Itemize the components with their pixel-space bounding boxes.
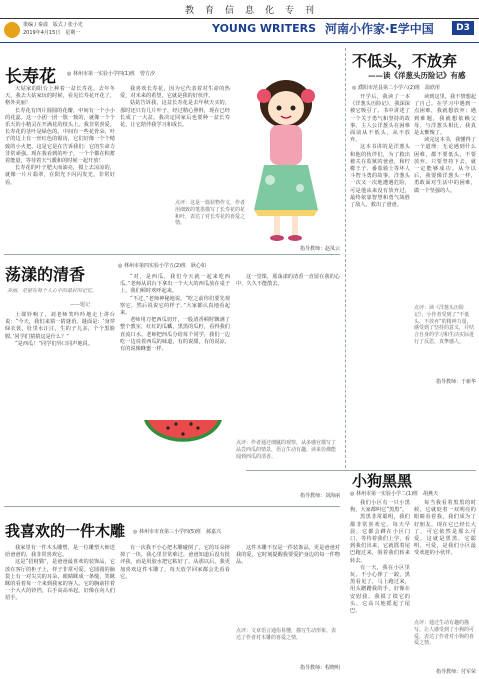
- article-title: 荡漾的清香: [5, 265, 86, 284]
- article-body: [236, 274, 340, 288]
- article-byline: ◎ 林州市第四实验小学五(2)班 耿心如: [118, 263, 207, 269]
- paragraph: 这一堂课，那荡漾的清香一直留在我的心中，久久不能散去。: [236, 274, 340, 288]
- paragraph: 这本书讲的是洋葱头和他的伙伴们，为了救出被关在监狱的爸爸，和柠檬王子、番茄骑士等坏人斗智斗勇的故事。洋葱头一次又一次地遭遇危险，可是他从来没有放弃过，最终依靠智慧和勇气战胜了敌人，救出了爸爸。: [350, 144, 410, 209]
- article-body: [5, 86, 115, 187]
- paragraph: 这是“招财猫”，是爸爸最喜欢的装饰品，它放在客厅的柜子上，样子非常可爱。它圆圆的脑袋上有一对尖尖的耳朵，眼睛眯成一条缝，笑眯眯的看着每一个来到我家的客人。它的胸前挂着一个大大的铃铛，右手高高举起，好像在向人们招手。: [5, 559, 115, 602]
- paragraph: 有一天，我在小区里玩，不小心摔了一跤，黑黑看见了，马上跑过来，用头蹭蹭我的手，好像在安慰我。我摸了摸它的头，它高兴地摇起了尾巴。: [350, 564, 410, 615]
- paragraph: 读到这里，我不禁想起了自己。在学习中遇到一点困难，我就想放弃；遇到难题，我就想依赖父母。与洋葱头相比，我真是太惭愧了。: [414, 94, 476, 137]
- paragraph: 长寿花有四片圆圆的花瓣，中间有一个小小的花蕊。这一小团一团一簇一簇的，就像一个个乐天的小精灵在开满花的枝头上。我非常喜爱。长寿花的茎叶是绿色的，中间有一些花骨朵，叶子的边上有一丝红色的锯齿，它们好像一个个精致的小火把，这是它是在告诉我们：它的生命力非常顽强。现在我看到的叶子，一个个都在积蓄着能量，等待着天气暖和的时候一起开放！: [5, 107, 115, 165]
- article-body: [350, 500, 410, 615]
- paragraph: 开学后，我读了一本《洋葱头历险记》，我深深被它吸引了。书中讲述了一个关于勇气和坚持的故事，主人公洋葱头在困难面前从不低头，从不放弃。: [350, 94, 410, 144]
- paragraph: 有一次我不小心把木雕碰倒了，它的耳朵摔掉了一块，我心里非常难过。爸爸知道后没有批评我，而是用胶水把它粘好了。从那以后，我更加喜欢这件木雕了，每天放学回家都会先看看它。: [120, 545, 230, 580]
- article-epigraph: 美丽，是留在每个人心中的最好的记忆。: [7, 288, 98, 294]
- article-teacher: 指导教师：于新华: [435, 379, 476, 385]
- section-divider: [4, 506, 340, 507]
- header-banner: 教 育 信 息 化 专 刊: [184, 6, 315, 16]
- paragraph: “不过，”老师神秘地说，“吃之前你们要先观察它，然后说说它的样子。”大家都认真地看起来。: [120, 295, 230, 317]
- paragraph: 我喜欢长寿花，因为它代表着对生命的热爱，对未来的希望，它就是我的好伙伴。: [120, 86, 230, 100]
- article-body: [5, 312, 115, 348]
- edition-line2: 2019年4月15日 星期一: [23, 30, 81, 36]
- series-title: YOUNG WRITERS: [212, 22, 317, 35]
- article-comment: 点评：通过生动有趣的描写，让人感受到了小狗的可爱，表达了作者对小狗的喜爱之情。: [414, 620, 475, 647]
- article-title: 我喜欢的一件木雕: [5, 522, 126, 540]
- article-byline: ◎ 林州市第一实验小学四(1)班 曾方汐: [67, 71, 156, 77]
- paragraph: 老师用刀把西瓜切开，一股清香顿时飘满了整个教室，红红的瓜瓤，黑黑的瓜籽，看得我们直流口水。老师把西瓜分给每个同学，我们一边吃一边说着西瓜的味道，有的说甜，有的说凉，有的说像蜂蜜一样。: [120, 317, 230, 353]
- edition-line1: 策编 / 秦溢 版式 / 张小光: [23, 22, 83, 28]
- paragraph: “是西瓜！”同学们异口同声地说。: [15, 340, 93, 347]
- section-divider: [4, 254, 340, 255]
- header-rule: [0, 42, 479, 43]
- article-teacher: 指导教师：赵凤云: [299, 246, 340, 252]
- article-body: [350, 94, 410, 209]
- article-title: 小狗黑黑: [352, 472, 413, 490]
- logo-icon: [4, 22, 20, 38]
- article-comment: 点评：读《洋葱头历险记》，小作者受到了“不低头、不放弃”的精神力量，感受到了坚持的意义，并结合自身的学习和生活实际进行了反思，真挚感人。: [414, 305, 475, 345]
- article-body: [120, 86, 230, 129]
- article-teacher: 指导教师：程晓明: [299, 665, 340, 671]
- article-subtitle: ——读《洋葱头历险记》有感: [368, 71, 466, 80]
- paragraph: “对，是西瓜，我们今天就一起来吃西瓜。”老师从讲台下拿出一个大大的西瓜放在桌子上，我们顿时欢呼起来。: [120, 274, 230, 295]
- paragraph: 大姑家的阳台上种着一盆长寿花。去年冬天，我去大姑家玩的时候，看见长寿花开花了，格外美丽！: [5, 86, 115, 107]
- article-comment: 点评：作者通过细腻的观察，从多感官描写了品尝西瓜的情景，语言生动有趣，读来仿佛能闻到西瓜的清香。: [236, 440, 337, 460]
- article-byline: ◎ 林州市市直第三小学四(5)班 郝嘉兴: [133, 529, 222, 535]
- article-teacher: 指导教师：刘海丽: [299, 493, 340, 499]
- watermelon-illustration: [138, 410, 228, 458]
- article-teacher: 指导教师：付军荣: [435, 669, 476, 675]
- paragraph: 我们小区有一只小黑狗，大家都叫它“黑黑”。: [350, 500, 410, 514]
- article-body: [120, 274, 230, 353]
- paragraph: 长寿花的叶子肥大而油亮，摸上去凉凉的，就像一片片翡翠，在阳光下闪闪发光，非常好看。: [5, 165, 115, 186]
- girl-illustration: [230, 70, 342, 250]
- page-title: 河南小作家·E学中国: [325, 22, 434, 36]
- article-title: 不低头，不放弃: [352, 52, 458, 70]
- header: [0, 0, 479, 48]
- article-body: [5, 545, 115, 603]
- paragraph: 上课铃响了，刘老师笑吟吟地走上讲台说：“今天，我们来猜一猜谜语。谜面是：‘身穿绿衣裳，肚里水汪汪，生的子儿多，个个黑脸膛。’同学们猜猜这是什么？”: [5, 312, 115, 340]
- article-byline: ◎ 林州市第一实验小学二(1)班 胡燕天: [350, 491, 439, 497]
- article-body: [236, 545, 340, 567]
- page-number: D3: [452, 21, 474, 35]
- article-body: [414, 500, 476, 558]
- article-comment: 点评：文章语言通俗易懂，描写生动形象，表达了作者对木雕的喜爱之情。: [236, 628, 337, 641]
- paragraph: 读完这本书，我懂得了一个道理：无论遇到什么困难，都不要低头，不要放弃。只要坚持下去，就一定能够成功。从今以后，我要像洋葱头一样，勇敢面对生活中的困难，做一个坚强的人。: [414, 137, 476, 194]
- paragraph: 姑姑告诉我，这盆长寿花是去年秋天买的，那时还只有几片叶子，经过精心照料，现在已经长成了一大盆。我决定回家后也要种一盆长寿花，让它陪伴我学习和成长。: [120, 100, 230, 129]
- header-banner-line: [0, 18, 479, 19]
- paragraph: 每当我看着黑黑的时候，它就眨着一双明亮的眼睛看着我，我们成为了好朋友。现在它已经长大了，可它依然是那么可爱。这就是黑黑，它聪明、可爱，是我们小区最受欢迎的小伙伴。: [414, 500, 476, 557]
- article-body: [120, 545, 230, 581]
- article-epigraph-author: ——题记: [70, 302, 91, 308]
- paragraph: 这件木雕不仅是一件装饰品，更是爸爸对我的爱，它时刻提醒我要爱护身边的每一件物品。: [236, 545, 340, 566]
- paragraph: 黑黑非常聪明，我们都非常喜欢它。每天早晨，它都会蹲在小区门口，等待着我们上学，看到我们出来，它就摇着尾巴跑过来，围着我们转来转去。: [350, 514, 410, 564]
- paragraph: 我家里有一件木头雕塑，是一位雕塑大师送给爸爸的，我非常喜欢它。: [5, 545, 115, 559]
- article-title: 长寿花: [5, 67, 56, 87]
- column-divider: [345, 48, 346, 468]
- article-body: [414, 94, 476, 195]
- article-byline: ◎ 濮阳市范县第二小学六(2)班 温欣彤: [352, 85, 441, 91]
- article-comment: 点评：这是一篇状物作文，作者用细致的笔墨描写了长寿花的花和叶，表达了对长寿花的喜爱之情。: [175, 200, 246, 227]
